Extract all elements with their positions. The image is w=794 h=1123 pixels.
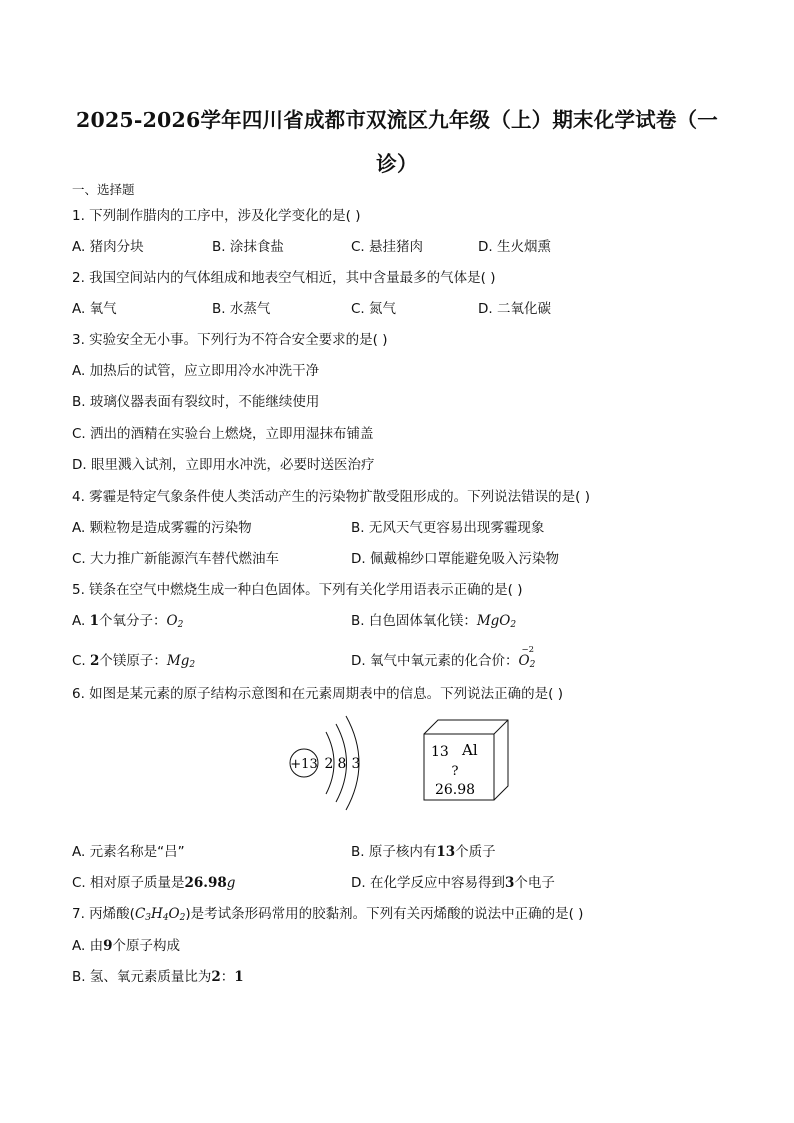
q6-option-d bbox=[351, 873, 555, 893]
q6-c-number: 26.98 bbox=[184, 875, 227, 891]
q7-b-number: 2 bbox=[211, 969, 221, 985]
q7-oxygen-count: 2 bbox=[179, 913, 186, 923]
atomic-number: 13 bbox=[431, 744, 449, 760]
q1-option-b: B. 涂抹食盐 bbox=[212, 239, 284, 255]
q7-b-separator: ： bbox=[220, 969, 235, 985]
q7-formula bbox=[135, 906, 185, 922]
q5-c-formula bbox=[167, 653, 195, 669]
q7-stem-prefix: 7. 丙烯酸( bbox=[72, 906, 135, 922]
q5-b-formula bbox=[477, 613, 516, 629]
question-7-stem bbox=[72, 904, 583, 928]
q5-a-formula bbox=[167, 613, 184, 629]
q5-c-element: Mg bbox=[166, 653, 190, 669]
q6-c-unit: g bbox=[226, 875, 236, 891]
q5-a-text: 个氧分子： bbox=[99, 613, 167, 629]
q2-option-d: D. 二氧化碳 bbox=[478, 301, 551, 317]
q1-option-d: D. 生火烟熏 bbox=[478, 239, 551, 255]
q5-option-a bbox=[72, 611, 183, 635]
q5-d-text: D. 氧气中氧元素的化合价： bbox=[351, 653, 519, 669]
q3-option-c: C. 洒出的酒精在实验台上燃烧，立即用湿抹布铺盖 bbox=[72, 426, 374, 442]
nucleus-charge: +13 bbox=[290, 757, 318, 772]
q3-option-d: D. 眼里溅入试剂，立即用水冲洗，必要时送医治疗 bbox=[72, 457, 375, 473]
q5-option-b bbox=[351, 611, 516, 635]
question-5-stem: 5. 镁条在空气中燃烧生成一种白色固体。下列有关化学用语表示正确的是( ) bbox=[72, 582, 523, 598]
page-title bbox=[60, 98, 734, 186]
question-6-stem: 6. 如图是某元素的原子结构示意图和在元素周期表中的信息。下列说法正确的是( ) bbox=[72, 686, 563, 702]
element-symbol: Al bbox=[462, 741, 478, 759]
q6-b-prefix: B. 原子核内有 bbox=[351, 844, 437, 860]
q6-option-c bbox=[72, 873, 235, 893]
q5-d-subscript: 2 bbox=[529, 660, 536, 670]
q2-option-b: B. 水蒸气 bbox=[212, 301, 271, 317]
q5-a-subscript: 2 bbox=[177, 620, 184, 630]
shell-electrons-3: 3 bbox=[351, 756, 361, 772]
q5-b-subscript: 2 bbox=[510, 620, 517, 630]
q5-c-prefix: C. bbox=[72, 653, 91, 669]
q4-option-c: C. 大力推广新能源汽车替代燃油车 bbox=[72, 551, 280, 567]
q7-hydrogen-count: 4 bbox=[162, 913, 169, 923]
shell-electrons-1: 2 bbox=[324, 756, 334, 772]
q5-option-c bbox=[72, 651, 195, 675]
q7-carbon-count: 3 bbox=[145, 913, 152, 923]
q7-a-prefix: A. 由 bbox=[72, 938, 104, 954]
question-2-stem: 2. 我国空间站内的气体组成和地表空气相近，其中含量最多的气体是( ) bbox=[72, 270, 496, 286]
question-4-stem: 4. 雾霾是特定气象条件使人类活动产生的污染物扩散受阻形成的。下列说法错误的是( ) bbox=[72, 489, 590, 505]
section-heading: 一、选择题 bbox=[72, 182, 135, 197]
q7-option-b bbox=[72, 967, 244, 987]
q5-c-text: 个镁原子： bbox=[99, 653, 167, 669]
q7-hydrogen: H bbox=[151, 906, 163, 922]
q6-b-suffix: 个质子 bbox=[455, 844, 496, 860]
periodic-table-cell bbox=[424, 720, 508, 800]
title-line-2: 诊） bbox=[376, 152, 418, 176]
title-line-1: 2025-2026学年四川省成都市双流区九年级（上）期末化学试卷（一 bbox=[76, 108, 718, 132]
q5-c-subscript: 2 bbox=[189, 660, 196, 670]
q2-option-c: C. 氮气 bbox=[351, 301, 397, 317]
element-name: ? bbox=[451, 764, 459, 779]
q1-option-c: C. 悬挂猪肉 bbox=[351, 239, 424, 255]
q6-c-prefix: C. 相对原子质量是 bbox=[72, 875, 185, 891]
q5-b-element: MgO bbox=[476, 613, 511, 629]
q3-option-a: A. 加热后的试管，应立即用冷水冲洗干净 bbox=[72, 363, 320, 379]
q4-option-d: D. 佩戴棉纱口罩能避免吸入污染物 bbox=[351, 551, 559, 567]
atomic-mass: 26.98 bbox=[434, 782, 476, 798]
q4-option-a: A. 颗粒物是造成雾霾的污染物 bbox=[72, 520, 252, 536]
q2-option-a: A. 氧气 bbox=[72, 301, 117, 317]
q6-option-b bbox=[351, 842, 496, 862]
q4-option-b: B. 无风天气更容易出现雾霾现象 bbox=[351, 520, 545, 536]
q5-a-number: 1 bbox=[89, 613, 99, 629]
q7-oxygen: O bbox=[168, 906, 180, 922]
q5-a-prefix: A. bbox=[72, 613, 90, 629]
question-3-stem: 3. 实验安全无小事。下列行为不符合安全要求的是( ) bbox=[72, 332, 388, 348]
atomic-structure-diagram bbox=[290, 716, 360, 810]
q5-d-valence: −2 bbox=[521, 645, 535, 655]
q6-option-a: A. 元素名称是“吕” bbox=[72, 844, 185, 860]
q7-b-prefix: B. 氢、氧元素质量比为 bbox=[72, 969, 212, 985]
q6-d-number: 3 bbox=[504, 875, 515, 891]
q7-stem-suffix: )是考试条形码常用的胶黏剂。下列有关丙烯酸的说法中正确的是( ) bbox=[185, 906, 584, 922]
q7-option-a bbox=[72, 936, 180, 956]
q5-c-number: 2 bbox=[90, 653, 100, 669]
q7-carbon: C bbox=[134, 906, 146, 922]
q5-d-element: O bbox=[518, 653, 530, 669]
q3-option-b: B. 玻璃仪器表面有裂纹时，不能继续使用 bbox=[72, 394, 320, 410]
q7-a-suffix: 个原子构成 bbox=[112, 938, 180, 954]
q6-b-number: 13 bbox=[436, 844, 456, 860]
q7-b-number-2: 1 bbox=[234, 969, 244, 985]
shell-electrons-2: 8 bbox=[337, 756, 347, 772]
q5-d-formula bbox=[518, 645, 536, 675]
q6-d-suffix: 个电子 bbox=[514, 875, 555, 891]
q7-a-number: 9 bbox=[103, 938, 113, 954]
atom-and-periodic-cell-figure bbox=[280, 712, 520, 816]
question-1-stem: 1. 下列制作腊肉的工序中，涉及化学变化的是( ) bbox=[72, 208, 361, 224]
q6-d-prefix: D. 在化学反应中容易得到 bbox=[351, 875, 505, 891]
q5-b-text: B. 白色固体氧化镁： bbox=[351, 613, 477, 629]
cell-corner-edge bbox=[494, 720, 508, 734]
q1-option-a: A. 猪肉分块 bbox=[72, 239, 144, 255]
q5-a-element: O bbox=[166, 613, 178, 629]
q5-option-d bbox=[351, 645, 536, 675]
